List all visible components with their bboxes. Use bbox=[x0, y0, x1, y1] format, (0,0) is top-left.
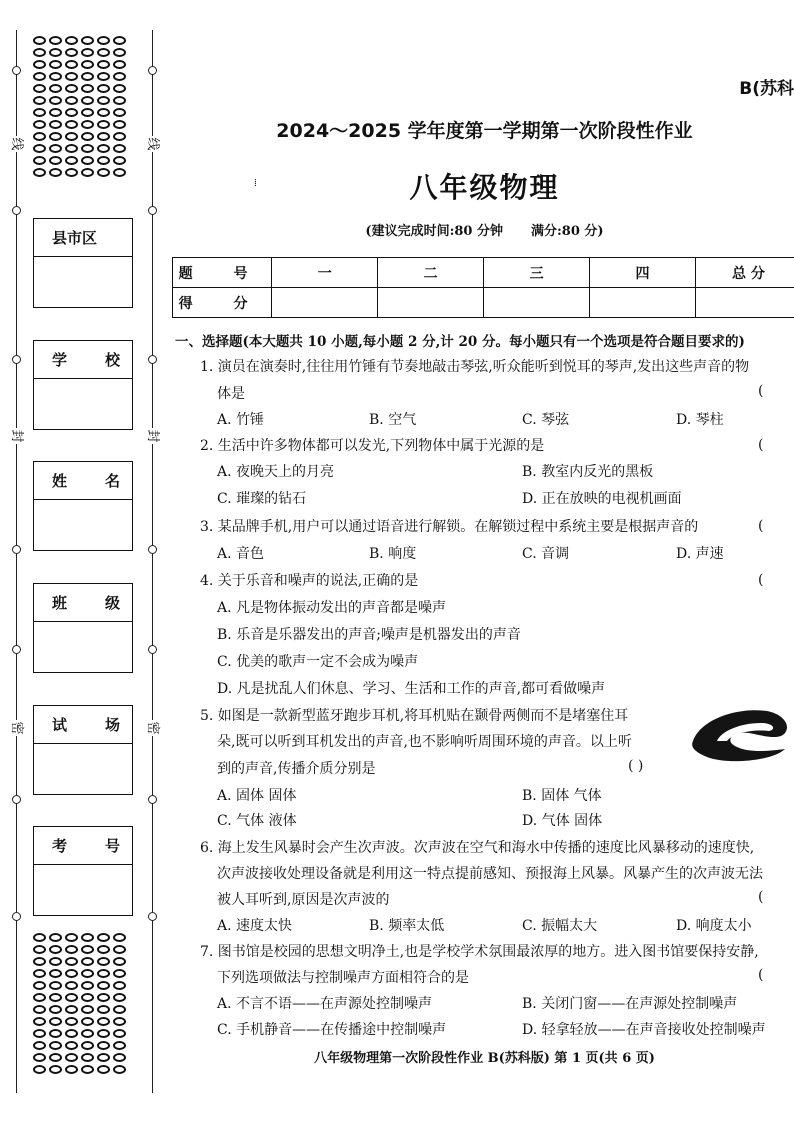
score-header-cell: 三 bbox=[484, 258, 590, 288]
dot bbox=[81, 1017, 94, 1026]
question-stem: 6. 海上发生风暴时会产生次声波。次声波在空气和海水中传播的速度比风暴移动的速度快, bbox=[200, 840, 755, 856]
field-school-label: 学 校 bbox=[34, 341, 132, 379]
binding-ring bbox=[148, 795, 157, 804]
dot bbox=[49, 1053, 62, 1062]
dot bbox=[97, 108, 110, 117]
dot bbox=[81, 120, 94, 129]
dot bbox=[33, 96, 46, 105]
score-cell[interactable] bbox=[378, 288, 484, 318]
dot bbox=[97, 957, 110, 966]
binding-ring bbox=[12, 795, 21, 804]
dot bbox=[81, 969, 94, 978]
option-c: C. 振幅太大 bbox=[522, 918, 598, 934]
dot bbox=[33, 1053, 46, 1062]
dot bbox=[65, 132, 78, 141]
option-c: C. 音调 bbox=[522, 546, 570, 562]
dot bbox=[97, 933, 110, 942]
dot bbox=[33, 1017, 46, 1026]
option-c: C. 气体 液体 bbox=[217, 813, 297, 829]
dot bbox=[81, 108, 94, 117]
dot bbox=[97, 945, 110, 954]
dot bbox=[49, 1041, 62, 1050]
option-a: A. 竹锤 bbox=[217, 412, 265, 428]
dot bbox=[97, 120, 110, 129]
score-cell[interactable] bbox=[695, 288, 794, 318]
dot bbox=[113, 156, 126, 165]
dot bbox=[65, 144, 78, 153]
dot bbox=[49, 72, 62, 81]
dot bbox=[49, 945, 62, 954]
question-stem: 到的声音,传播介质分别是 bbox=[217, 761, 376, 777]
dot bbox=[33, 933, 46, 942]
dot bbox=[33, 84, 46, 93]
dot bbox=[49, 84, 62, 93]
field-class-label: 班 级 bbox=[34, 584, 132, 622]
dot bbox=[33, 60, 46, 69]
field-class-input[interactable] bbox=[34, 622, 132, 672]
dot bbox=[65, 1005, 78, 1014]
dot bbox=[49, 96, 62, 105]
dot bbox=[33, 108, 46, 117]
field-county-input[interactable] bbox=[34, 257, 132, 307]
dot bbox=[81, 1005, 94, 1014]
option-a: A. 凡是物体振动发出的声音都是噪声 bbox=[217, 600, 447, 616]
dot bbox=[65, 969, 78, 978]
dot bbox=[97, 1017, 110, 1026]
dot bbox=[97, 60, 110, 69]
score-row-label: 得 分 bbox=[173, 288, 272, 318]
field-name-input[interactable] bbox=[34, 500, 132, 550]
option-b: B. 响度 bbox=[369, 546, 417, 562]
option-d: D. 声速 bbox=[676, 546, 724, 562]
dot bbox=[113, 84, 126, 93]
field-class bbox=[33, 583, 133, 673]
dot bbox=[49, 1065, 62, 1074]
dot bbox=[97, 993, 110, 1002]
option-d: D. 正在放映的电视机画面 bbox=[522, 491, 682, 507]
question-stem: 5. 如图是一款新型蓝牙跑步耳机,将耳机贴在颞骨两侧而不是堵塞住耳 bbox=[200, 708, 629, 724]
dot bbox=[113, 48, 126, 57]
dot bbox=[33, 993, 46, 1002]
score-cell[interactable] bbox=[590, 288, 696, 318]
binding-char-line: 线 bbox=[145, 137, 160, 151]
dot bbox=[65, 1029, 78, 1038]
dot bbox=[49, 1017, 62, 1026]
option-b: B. 固体 气体 bbox=[522, 788, 602, 804]
option-a: A. 速度太快 bbox=[217, 918, 293, 934]
option-a: A. 夜晚天上的月亮 bbox=[217, 464, 335, 480]
dot bbox=[49, 993, 62, 1002]
dot bbox=[65, 993, 78, 1002]
answer-paren[interactable]: ( bbox=[758, 889, 764, 905]
option-c: C. 优美的歌声一定不会成为噪声 bbox=[217, 654, 419, 670]
binding-char-seal: 封 bbox=[9, 429, 24, 443]
dot bbox=[49, 108, 62, 117]
question-stem: 朵,既可以听到耳机发出的声音,也不影响听周围环境的声音。以上听 bbox=[217, 734, 632, 750]
option-d: D. 琴柱 bbox=[676, 412, 724, 428]
dot bbox=[97, 1065, 110, 1074]
answer-paren[interactable]: ( bbox=[758, 572, 764, 588]
dot bbox=[97, 1005, 110, 1014]
dot bbox=[81, 945, 94, 954]
dot bbox=[97, 1053, 110, 1062]
dot bbox=[49, 168, 62, 177]
option-c: C. 琴弦 bbox=[522, 412, 570, 428]
answer-paren[interactable]: ( bbox=[758, 383, 764, 399]
dot bbox=[65, 168, 78, 177]
dot bbox=[113, 957, 126, 966]
field-school-input[interactable] bbox=[34, 379, 132, 429]
dot bbox=[33, 1041, 46, 1050]
score-header-cell: 四 bbox=[590, 258, 696, 288]
dot bbox=[65, 945, 78, 954]
question-stem: 2. 生活中许多物体都可以发光,下列物体中属于光源的是 bbox=[200, 438, 545, 454]
page-footer: 八年级物理第一次阶段性作业 B(苏科版) 第 1 页(共 6 页) bbox=[314, 1051, 655, 1066]
dot bbox=[97, 144, 110, 153]
dot-pattern-bottom bbox=[33, 933, 129, 1074]
dot bbox=[113, 108, 126, 117]
field-exam-number-label: 考 号 bbox=[34, 827, 132, 865]
dot bbox=[49, 144, 62, 153]
dot bbox=[49, 969, 62, 978]
dot bbox=[81, 72, 94, 81]
dot bbox=[33, 120, 46, 129]
dot bbox=[113, 72, 126, 81]
dot bbox=[65, 120, 78, 129]
dot bbox=[81, 132, 94, 141]
dot bbox=[113, 969, 126, 978]
binding-ring bbox=[148, 206, 157, 215]
dot bbox=[81, 993, 94, 1002]
binding-ring bbox=[12, 912, 21, 921]
dot bbox=[81, 156, 94, 165]
dot bbox=[113, 1005, 126, 1014]
dot bbox=[65, 957, 78, 966]
dot bbox=[49, 156, 62, 165]
dot bbox=[65, 1041, 78, 1050]
dot bbox=[33, 1029, 46, 1038]
dot bbox=[65, 60, 78, 69]
score-cell[interactable] bbox=[272, 288, 378, 318]
option-b: B. 教室内反光的黑板 bbox=[522, 464, 654, 480]
subject-title: 八年级物理 bbox=[409, 171, 560, 204]
dot bbox=[97, 72, 110, 81]
dot bbox=[97, 132, 110, 141]
dot bbox=[33, 168, 46, 177]
dot bbox=[65, 72, 78, 81]
dot bbox=[49, 1005, 62, 1014]
binding-ring bbox=[148, 912, 157, 921]
dot bbox=[49, 120, 62, 129]
field-exam-room bbox=[33, 705, 133, 795]
binding-ring bbox=[148, 66, 157, 75]
dot bbox=[49, 60, 62, 69]
option-c: C. 手机静音——在传播途中控制噪声 bbox=[217, 1022, 447, 1038]
dot bbox=[81, 144, 94, 153]
score-table-score-row bbox=[173, 288, 794, 318]
dot bbox=[33, 132, 46, 141]
dot bbox=[33, 1005, 46, 1014]
dot bbox=[113, 1065, 126, 1074]
option-d: D. 凡是扰乱人们休息、学习、生活和工作的声音,都可看做噪声 bbox=[217, 681, 606, 697]
bluetooth-earphone-figure bbox=[687, 705, 794, 765]
full-score: 满分:80 分) bbox=[531, 224, 604, 239]
dot bbox=[81, 36, 94, 45]
binding-ring bbox=[12, 645, 21, 654]
dot bbox=[65, 96, 78, 105]
question-stem: 下列选项做法与控制噪声方面相符合的是 bbox=[217, 970, 469, 986]
dot bbox=[65, 1017, 78, 1026]
question-stem: 次声波接收处理设备就是利用这一特点提前感知、预报海上风暴。风暴产生的次声波无法 bbox=[217, 866, 763, 882]
dot bbox=[113, 1017, 126, 1026]
dot bbox=[33, 945, 46, 954]
dot bbox=[81, 933, 94, 942]
binding-char-secret: 密 bbox=[9, 721, 24, 735]
dot bbox=[113, 96, 126, 105]
dot bbox=[65, 48, 78, 57]
option-b: B. 关闭门窗——在声源处控制噪声 bbox=[522, 996, 738, 1012]
dot bbox=[33, 48, 46, 57]
binding-ring bbox=[12, 355, 21, 364]
option-a: A. 固体 固体 bbox=[217, 788, 297, 804]
option-b: B. 乐音是乐器发出的声音;噪声是机器发出的声音 bbox=[217, 627, 521, 643]
dot bbox=[49, 1029, 62, 1038]
answer-paren[interactable]: ( bbox=[758, 518, 764, 534]
score-header-cell: 一 bbox=[272, 258, 378, 288]
binding-char-line: 线 bbox=[9, 137, 24, 151]
suggested-time: (建议完成时间:80 分钟 bbox=[365, 224, 503, 239]
binding-ring bbox=[148, 355, 157, 364]
binding-ring bbox=[12, 545, 21, 554]
dot bbox=[33, 72, 46, 81]
field-county-label: 县市区 bbox=[34, 219, 132, 257]
answer-paren[interactable]: ( ) bbox=[628, 758, 644, 774]
dot bbox=[33, 1065, 46, 1074]
dot bbox=[97, 156, 110, 165]
dot bbox=[97, 969, 110, 978]
dot bbox=[81, 1065, 94, 1074]
dot bbox=[81, 981, 94, 990]
dot bbox=[97, 168, 110, 177]
field-name-label: 姓 名 bbox=[34, 462, 132, 500]
dot bbox=[97, 981, 110, 990]
dot bbox=[81, 60, 94, 69]
dot bbox=[97, 84, 110, 93]
score-cell[interactable] bbox=[484, 288, 590, 318]
dot bbox=[65, 36, 78, 45]
question-stem: 被人耳听到,原因是次声波的 bbox=[217, 892, 390, 908]
dot bbox=[113, 933, 126, 942]
field-school bbox=[33, 340, 133, 430]
dot bbox=[97, 96, 110, 105]
dot bbox=[33, 36, 46, 45]
question-stem: 4. 关于乐音和噪声的说法,正确的是 bbox=[200, 573, 419, 589]
dot bbox=[65, 108, 78, 117]
dot bbox=[81, 84, 94, 93]
section-heading: 一、选择题(本大题共 10 小题,每小题 2 分,计 20 分。每小题只有一个选项是符合题目要求的) bbox=[175, 334, 745, 350]
dot bbox=[97, 1029, 110, 1038]
dot bbox=[65, 933, 78, 942]
dot bbox=[113, 144, 126, 153]
dot bbox=[113, 1053, 126, 1062]
dot bbox=[97, 48, 110, 57]
dot bbox=[65, 156, 78, 165]
option-a: A. 音色 bbox=[217, 546, 265, 562]
dot bbox=[81, 48, 94, 57]
dot bbox=[65, 84, 78, 93]
binding-char-secret: 密 bbox=[145, 721, 160, 735]
dot bbox=[65, 981, 78, 990]
question-stem: 1. 演员在演奏时,往往用竹锤有节奏地敲击琴弦,听众能听到悦耳的琴声,发出这些声音的物 bbox=[200, 359, 750, 375]
dot bbox=[49, 933, 62, 942]
binding-ring bbox=[148, 545, 157, 554]
score-table bbox=[172, 257, 794, 318]
dot bbox=[97, 36, 110, 45]
dot bbox=[113, 981, 126, 990]
dot bbox=[33, 156, 46, 165]
question-stem: 体是 bbox=[217, 386, 245, 402]
field-name bbox=[33, 461, 133, 551]
answer-paren[interactable]: ( bbox=[758, 437, 764, 453]
field-exam-room-label: 试 场 bbox=[34, 706, 132, 744]
time-info bbox=[175, 220, 794, 239]
binding-ring bbox=[148, 645, 157, 654]
binding-ring bbox=[12, 66, 21, 75]
dot-pattern-top bbox=[33, 36, 129, 177]
field-exam-number-input[interactable] bbox=[34, 865, 132, 915]
dot bbox=[49, 981, 62, 990]
score-header-cell: 总 分 bbox=[695, 258, 794, 288]
option-b: B. 空气 bbox=[369, 412, 417, 428]
dot bbox=[113, 1029, 126, 1038]
question-stem: 7. 图书馆是校园的思想文明净土,也是学校学术氛围最浓厚的地方。进入图书馆要保持安静, bbox=[200, 944, 759, 960]
dot bbox=[33, 981, 46, 990]
dot bbox=[33, 957, 46, 966]
version-label: B(苏科 bbox=[739, 79, 794, 99]
option-d: D. 响度太小 bbox=[676, 918, 752, 934]
field-exam-number bbox=[33, 826, 133, 916]
page-title: 2024～2025 学年度第一学期第一次阶段性作业 bbox=[276, 120, 693, 142]
dot bbox=[113, 945, 126, 954]
option-a: A. 不言不语——在声源处控制噪声 bbox=[217, 996, 433, 1012]
dot bbox=[113, 132, 126, 141]
score-header-cell: 题 号 bbox=[173, 258, 272, 288]
dot bbox=[65, 1065, 78, 1074]
dot bbox=[81, 168, 94, 177]
binding-ring bbox=[12, 206, 21, 215]
option-c: C. 璀璨的钻石 bbox=[217, 491, 307, 507]
option-b: B. 频率太低 bbox=[369, 918, 445, 934]
score-table-header-row bbox=[173, 258, 794, 288]
binding-char-seal: 封 bbox=[145, 429, 160, 443]
dot bbox=[113, 36, 126, 45]
dot bbox=[97, 1041, 110, 1050]
dot bbox=[49, 48, 62, 57]
binding-line-outer bbox=[16, 30, 17, 1093]
option-d: D. 气体 固体 bbox=[522, 813, 603, 829]
field-county bbox=[33, 218, 133, 308]
score-header-cell: 二 bbox=[378, 258, 484, 288]
dot bbox=[81, 1053, 94, 1062]
dot bbox=[81, 96, 94, 105]
binding-line-inner bbox=[152, 30, 153, 1093]
dot bbox=[81, 1041, 94, 1050]
dot bbox=[113, 168, 126, 177]
answer-paren[interactable]: ( bbox=[758, 967, 764, 983]
dot bbox=[33, 144, 46, 153]
dot bbox=[49, 132, 62, 141]
dot bbox=[113, 120, 126, 129]
option-d: D. 轻拿轻放——在声音接收处控制噪声 bbox=[522, 1022, 766, 1038]
dot bbox=[49, 957, 62, 966]
dot bbox=[65, 1053, 78, 1062]
scan-mark: ⁞ bbox=[254, 178, 257, 189]
dot bbox=[113, 60, 126, 69]
dot bbox=[33, 969, 46, 978]
dot bbox=[113, 993, 126, 1002]
dot bbox=[113, 1041, 126, 1050]
dot bbox=[81, 1029, 94, 1038]
field-exam-room-input[interactable] bbox=[34, 744, 132, 794]
dot bbox=[81, 957, 94, 966]
dot bbox=[49, 36, 62, 45]
question-stem: 3. 某品牌手机,用户可以通过语音进行解锁。在解锁过程中系统主要是根据声音的 bbox=[200, 519, 699, 535]
